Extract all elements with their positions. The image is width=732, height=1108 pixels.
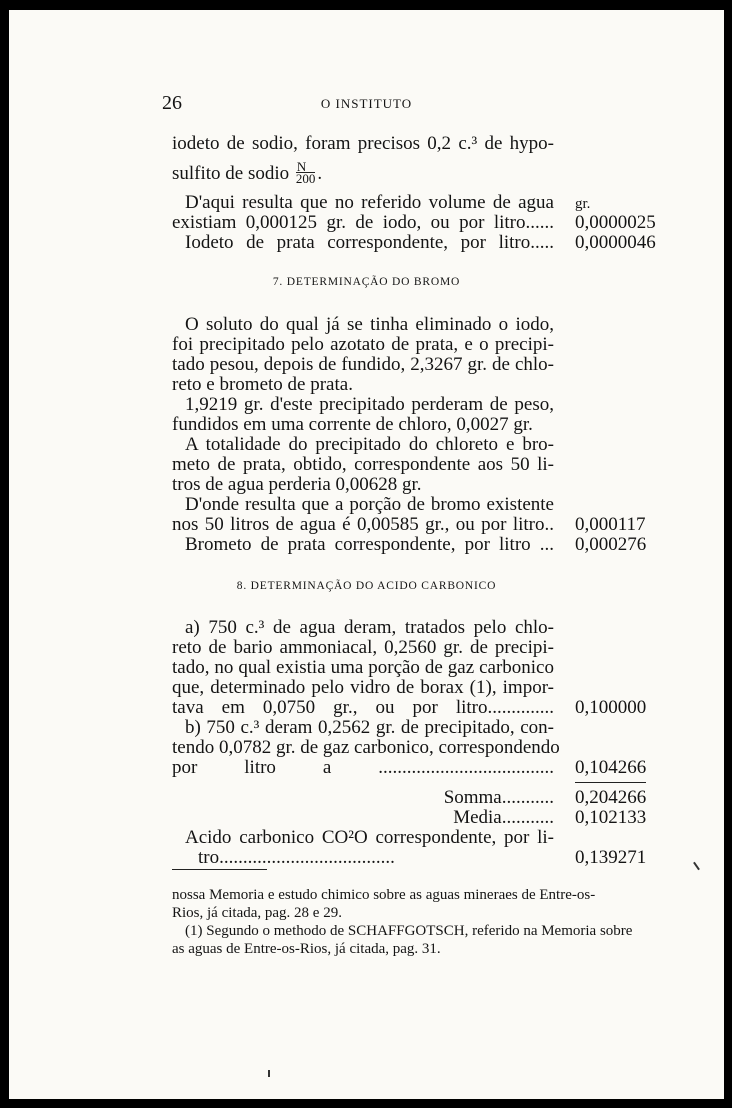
fraction-numerator: N: [296, 161, 316, 173]
footnote-line: as aguas de Entre-os-Rios, já citada, pag. 31.: [172, 941, 441, 957]
body-line: tendo 0,0782 gr. de gaz carbonico, correspondendo: [172, 737, 560, 758]
body-line: iodeto de sodio, foram precisos 0,2 c.³ de hypo-: [172, 133, 554, 154]
body-line: Acido carbonico CO²O correspondente, por li-: [185, 827, 554, 848]
body-line: tava em 0,0750 gr., ou por litro..............: [172, 697, 554, 718]
page-speck: [693, 862, 700, 871]
running-title: O INSTITUTO: [320, 96, 413, 111]
body-line: Iodeto de prata correspondente, por litro.....: [185, 232, 554, 253]
page-speck: [268, 1070, 270, 1077]
somma-label: Somma...........: [443, 787, 554, 808]
body-line: que, determinado pelo vidro de borax (1), impor-: [172, 677, 554, 698]
media-label: Media...........: [453, 807, 554, 828]
unit-label: gr.: [575, 196, 591, 212]
body-line: D'aqui resulta que no referido volume de agua: [185, 192, 554, 213]
value-bromo: 0,000117: [575, 514, 646, 535]
value-brometo: 0,000276: [575, 534, 647, 555]
body-line: b) 750 c.³ deram 0,2562 gr. de precipitado, con-: [185, 717, 554, 738]
body-line: tado pesou, depois de fundido, 2,3267 gr. de chlo-: [172, 354, 554, 375]
book-page: [9, 10, 724, 1099]
body-line: reto e brometo de prata.: [172, 374, 353, 395]
fraction-n-over-200: [296, 161, 316, 184]
body-line: reto de bario ammoniacal, 0,2560 gr. de precipi-: [172, 637, 554, 658]
body-line: 1,9219 gr. d'este precipitado perderam de peso,: [185, 394, 554, 415]
section-heading-bromo: 7. DETERMINAÇÃO DO BROMO: [272, 276, 461, 288]
body-text: sulfito de sodio: [172, 162, 290, 184]
body-line: fundidos em uma corrente de chloro, 0,0027 gr.: [172, 414, 533, 435]
body-line: a) 750 c.³ de agua deram, tratados pelo chlo-: [185, 617, 554, 638]
body-line: tros de agua perderia 0,00628 gr.: [172, 474, 422, 495]
footnote-line: nossa Memoria e estudo chimico sobre as aguas mineraes de Entre-os-: [172, 887, 596, 903]
body-line: existiam 0,000125 gr. de iodo, ou por litro......: [172, 212, 554, 233]
body-line: A totalidade do precipitado do chloreto e bro-: [185, 434, 554, 455]
value-a: 0,100000: [575, 697, 647, 718]
footnote-line: Rios, já citada, pag. 28 e 29.: [172, 905, 342, 921]
value-iodeto: 0,0000046: [575, 232, 656, 253]
body-line: tado, no qual existia uma porção de gaz carbonico: [172, 657, 554, 678]
body-line: por litro a .....................................: [172, 757, 554, 778]
body-line: [172, 159, 554, 186]
body-text: .: [317, 162, 323, 184]
section-heading-acido-carbonico: 8. DETERMINAÇÃO DO ACIDO CARBONICO: [236, 580, 497, 592]
sum-rule: [575, 782, 646, 783]
value-somma: 0,204266: [575, 787, 647, 808]
body-line: Brometo de prata correspondente, por litro ...: [185, 534, 554, 555]
value-b: 0,104266: [575, 757, 647, 778]
page-number: 26: [162, 92, 182, 114]
body-line: tro.....................................: [198, 847, 395, 868]
footnote-line: (1) Segundo o methodo de SCHAFFGOTSCH, referido na Memoria sobre: [185, 923, 633, 939]
body-line: O soluto do qual já se tinha eliminado o iodo,: [185, 314, 554, 335]
body-line: foi precipitado pelo azotato de prata, e o precipi-: [172, 334, 554, 355]
body-line: D'onde resulta que a porção de bromo existente: [185, 494, 554, 515]
value-acido-carbonico: 0,139271: [575, 847, 647, 868]
footnote-rule: [172, 869, 267, 870]
body-line: nos 50 litros de agua é 0,00585 gr., ou por litro..: [172, 514, 554, 535]
value-iodo: 0,0000025: [575, 212, 656, 233]
value-media: 0,102133: [575, 807, 647, 828]
fraction-denominator: 200: [295, 171, 316, 186]
body-line: meto de prata, obtido, correspondente aos 50 li-: [172, 454, 554, 475]
